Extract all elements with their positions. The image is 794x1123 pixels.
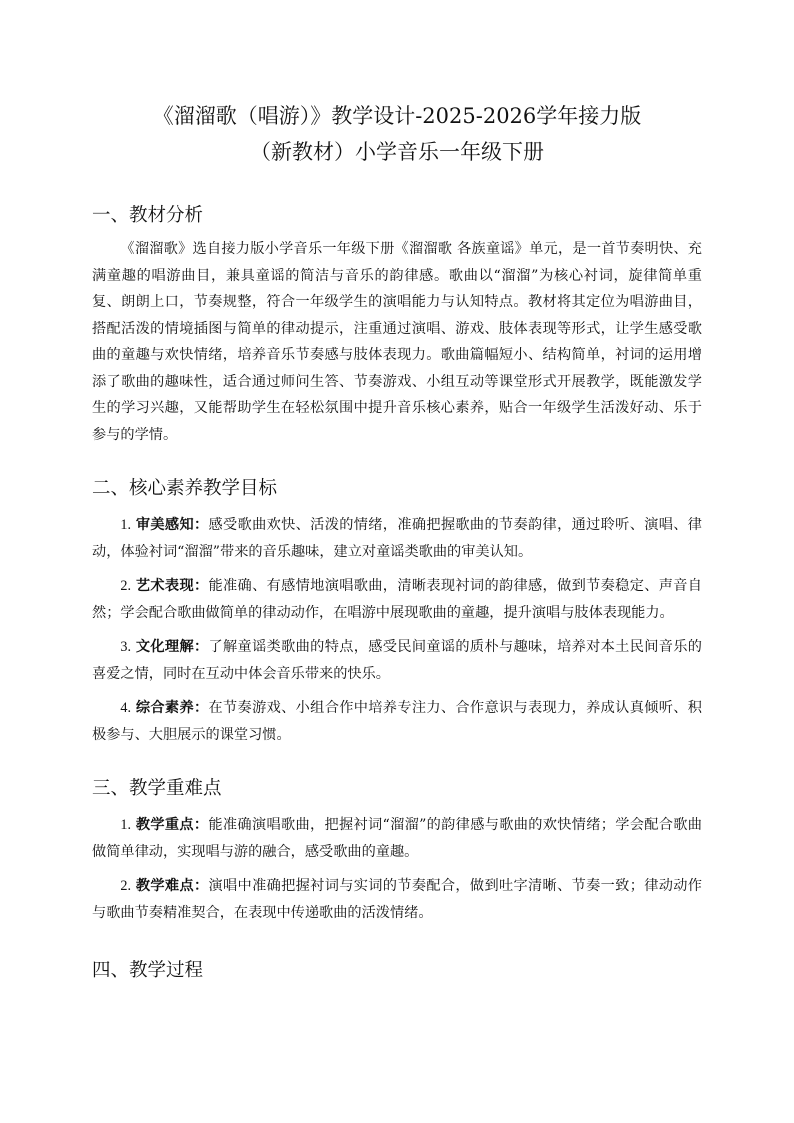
title-line-2: （新教材）小学音乐一年级下册 [250,140,544,164]
item-number: 1. [120,817,132,833]
objective-item-3 [92,634,702,687]
item-term: 综合素养 [135,700,194,716]
item-term: 教学重点 [135,817,194,833]
key-point-item-2 [92,873,702,926]
item-number: 2. [120,578,132,594]
item-number: 1. [120,517,132,533]
paragraph-textbook-analysis: 《溜溜歌》选自接力版小学音乐一年级下册《溜溜歌 各族童谣》单元，是一首节奏明快、充满童趣的唱游曲目，兼具童谣的简洁与音乐的韵律感。歌曲以“溜溜”为核心衬词，旋律简单重复、朗朗上口，节奏规整，符合一年级学生的演唱能力与认知特点。教材将其定位为唱游曲目，搭配活泼的情境插图与简单的律动提示，注重通过演唱、游戏、肢体表现等形式，让学生感受歌曲的童趣与欢快情绪，培养音乐节奏感与肢体表现力。歌曲篇幅短小、结构简单，衬词的运用增添了歌曲的趣味性，适合通过师问生答、节奏游戏、小组互动等课堂形式开展教学，既能激发学生的学习兴趣，又能帮助学生在轻松氛围中提升音乐核心素养，贴合一年级学生活泼好动、乐于参与的学情。 [92,241,702,443]
item-term: 教学难点 [135,878,194,894]
section-heading-teaching-process: 四、教学过程 [92,960,204,981]
item-separator: ： [193,878,209,894]
section-heading-teaching-objectives: 二、核心素养教学目标 [92,478,278,499]
item-term: 审美感知 [135,517,194,533]
section-heading-textbook-analysis: 一、教材分析 [92,205,204,226]
key-points-list [92,812,702,926]
objective-item-4 [92,695,702,748]
item-separator: ： [193,700,209,716]
item-text: 了解童谣类歌曲的特点，感受民间童谣的质朴与趣味，培养对本土民间音乐的喜爱之情，同时在互动中体会音乐带来的快乐。 [92,639,702,682]
item-separator: ： [193,817,209,833]
item-text: 演唱中准确把握衬词与实词的节奏配合，做到吐字清晰、节奏一致；律动动作与歌曲节奏精准契合，在表现中传递歌曲的活泼情绪。 [92,878,702,921]
item-text: 在节奏游戏、小组合作中培养专注力、合作意识与表现力，养成认真倾听、积极参与、大胆展示的课堂习惯。 [92,700,702,743]
item-text: 能准确、有感情地演唱歌曲，清晰表现衬词的韵律感，做到节奏稳定、声音自然；学会配合歌曲做简单的律动动作，在唱游中展现歌曲的童趣，提升演唱与肢体表现能力。 [92,578,702,621]
item-number: 3. [120,639,132,655]
item-text: 感受歌曲欢快、活泼的情绪，准确把握歌曲的节奏韵律，通过聆听、演唱、律动，体验衬词“溜溜”带来的音乐趣味，建立对童谣类歌曲的审美认知。 [92,517,702,560]
item-term: 艺术表现 [135,578,194,594]
title-line-1: 《溜溜歌（唱游）》教学设计-2025-2026学年接力版 [152,104,642,128]
item-text: 能准确演唱歌曲，把握衬词“溜溜”的韵律感与歌曲的欢快情绪；学会配合歌曲做简单律动，实现唱与游的融合，感受歌曲的童趣。 [92,817,702,860]
objective-item-2 [92,573,702,626]
item-number: 4. [120,700,132,716]
objective-item-1 [92,512,702,565]
item-separator: ： [193,578,209,594]
section-body-textbook-analysis [92,236,702,448]
item-term: 文化理解 [135,639,194,655]
objectives-list [92,512,702,748]
item-separator: ： [193,639,209,655]
item-separator: ： [193,517,209,533]
section-heading-key-points: 三、教学重难点 [92,778,222,799]
document-title [92,98,702,170]
item-number: 2. [120,878,132,894]
key-point-item-1 [92,812,702,865]
